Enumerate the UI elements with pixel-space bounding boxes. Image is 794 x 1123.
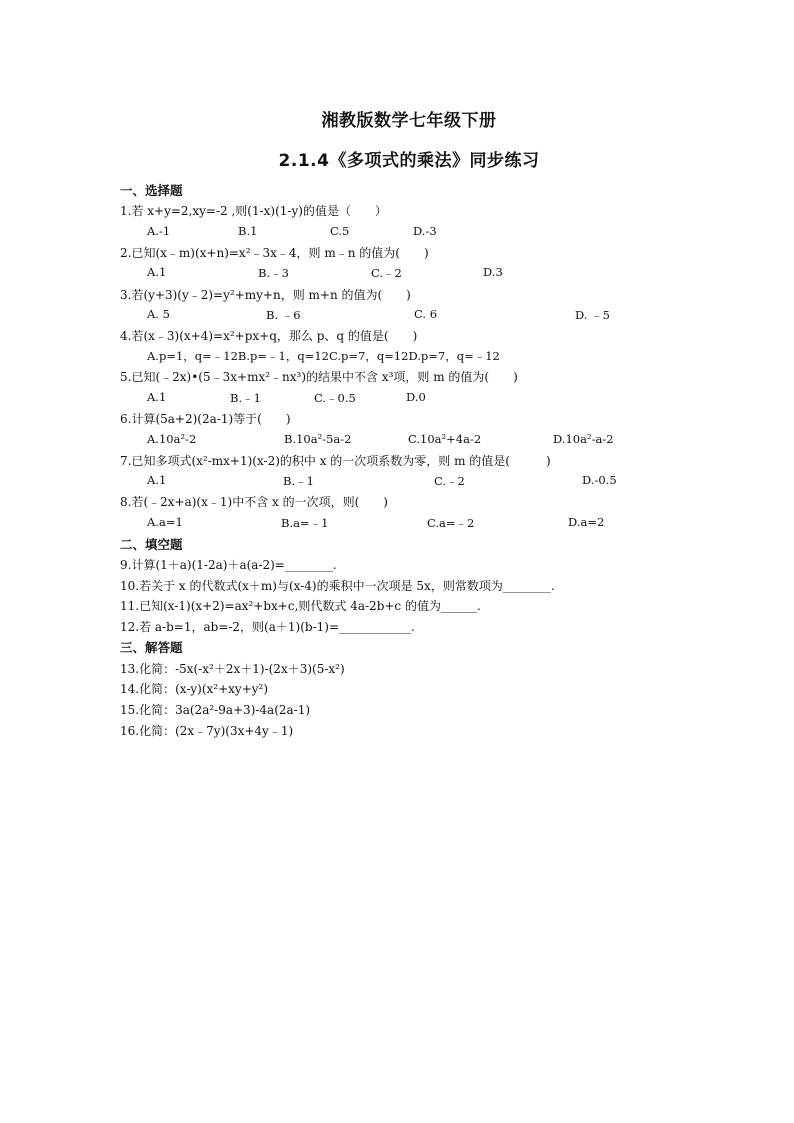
q6-option-c: C.10a²+4a-2 <box>408 432 482 446</box>
q7-option-b: B.﹣1 <box>283 474 314 488</box>
q2-option-a: A.1 <box>147 265 167 279</box>
q7-option-c: C.﹣2 <box>434 474 465 488</box>
question-5: 5.已知(﹣2x)•(5﹣3x+mx²﹣nx³)的结果中不含 x³项，则 m 的值为( ) <box>120 370 518 384</box>
section-heading-choice: 一、选择题 <box>120 183 183 198</box>
question-14: 14.化简：(x-y)(x²+xy+y²) <box>120 682 269 696</box>
question-6: 6.计算(5a+2)(2a-1)等于( ) <box>120 412 291 426</box>
question-15: 15.化简：3a(2a²-9a+3)-4a(2a-1) <box>120 703 311 717</box>
q5-option-b: B.﹣1 <box>230 391 261 405</box>
q5-option-a: A.1 <box>147 390 167 404</box>
q8-option-d: D.a=2 <box>568 515 605 529</box>
q3-option-d: D. ﹣5 <box>575 308 610 322</box>
question-9: 9.计算(1＋a)(1-2a)＋a(a-2)=________. <box>120 558 337 572</box>
q8-option-c: C.a=﹣2 <box>427 516 475 530</box>
q4-options: A.p=1，q=﹣12B.p=﹣1，q=12C.p=7，q=12D.p=7，q=﹣12 <box>147 349 500 363</box>
q6-option-a: A.10a²-2 <box>147 432 197 446</box>
question-1: 1.若 x+y=2,xy=-2 ,则(1-x)(1-y)的值是（ ） <box>120 204 387 218</box>
q1-option-b: B.1 <box>238 224 258 238</box>
question-3: 3.若(y+3)(y﹣2)=y²+my+n，则 m+n 的值为( ) <box>120 288 411 302</box>
q8-option-b: B.a=﹣1 <box>281 516 329 530</box>
q1-option-c: C.5 <box>330 224 350 238</box>
q1-option-a: A.-1 <box>147 224 171 238</box>
question-4: 4.若(x﹣3)(x+4)=x²+px+q，那么 p、q 的值是( ) <box>120 329 418 343</box>
question-10: 10.若关于 x 的代数式(x＋m)与(x-4)的乘积中一次项是 5x，则常数项为________. <box>120 579 555 593</box>
q5-option-d: D.0 <box>406 390 426 404</box>
q2-option-b: B.﹣3 <box>258 266 289 280</box>
question-12: 12.若 a-b=1，ab=-2，则(a＋1)(b-1)=____________. <box>120 620 415 634</box>
q3-option-b: B. ﹣6 <box>266 308 301 322</box>
q5-option-c: C.﹣0.5 <box>314 391 356 405</box>
q7-option-a: A.1 <box>147 473 167 487</box>
q6-option-d: D.10a²-a-2 <box>553 432 614 446</box>
document-title: 湘教版数学七年级下册 <box>321 111 497 131</box>
q2-option-d: D.3 <box>483 265 503 279</box>
question-11: 11.已知(x-1)(x+2)=ax²+bx+c,则代数式 4a-2b+c 的值为______. <box>120 599 481 613</box>
question-7: 7.已知多项式(x²-mx+1)(x-2)的积中 x 的一次项系数为零，则 m 的值是( ) <box>120 454 551 468</box>
q3-option-c: C. 6 <box>414 307 438 321</box>
q6-option-b: B.10a²-5a-2 <box>284 432 352 446</box>
q3-option-a: A. 5 <box>147 307 170 321</box>
q7-option-d: D.-0.5 <box>582 473 617 487</box>
question-16: 16.化简：(2x﹣7y)(3x+4y﹣1) <box>120 724 294 738</box>
question-13: 13.化简：-5x(-x²＋2x＋1)-(2x＋3)(5-x²) <box>120 662 345 676</box>
question-2: 2.已知(x﹣m)(x+n)=x²﹣3x﹣4，则 m﹣n 的值为( ) <box>120 246 429 260</box>
document-subtitle: 2.1.4《多项式的乘法》同步练习 <box>278 151 540 171</box>
q2-option-c: C.﹣2 <box>371 266 402 280</box>
question-8: 8.若(﹣2x+a)(x﹣1)中不含 x 的一次项，则( ) <box>120 495 388 509</box>
q8-option-a: A.a=1 <box>147 515 183 529</box>
section-heading-solve: 三、解答题 <box>120 640 183 655</box>
section-heading-fill: 二、填空题 <box>120 537 183 552</box>
q1-option-d: D.-3 <box>413 224 437 238</box>
